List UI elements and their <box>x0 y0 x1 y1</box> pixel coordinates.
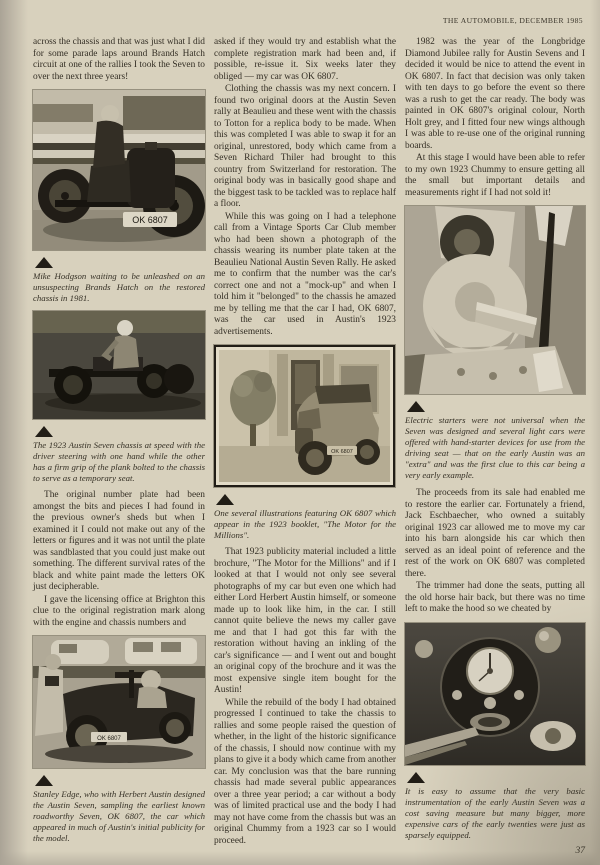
caption-triangle-icon <box>35 426 53 437</box>
number-plate-text: OK 6807 <box>97 736 121 742</box>
body-paragraph: While this was going on I had a telephone call from a Vintage Sports Car Club member who had been shown a photograph of the chassis wearing its number plate taken at the Beaulieu National Austin Seven Rally. He asked me to confirm that the number was the car's correct one and not a "mock-up" and when I told him it "belonged" to the chassis he amazed me by telling me that the car I had, OK 6807, was the car used in Austin's 1923 advertisements. <box>214 211 396 337</box>
caption-triangle-icon <box>35 775 53 786</box>
body-paragraph: While the rebuild of the body I had obtained progressed I continued to take the chassis to rallies and some people raised the question of whether, in the light of the historic significance of the chassis, I should now continue with my plans to give it a body which came from another car. My conclusion was that the bare running chassis had made several public appearances over a three year period; a car without a body was of limited practical use and the body I had may not have come from the chassis but was an original Chummy from a 1923 car so I would proceed. <box>214 697 396 846</box>
body-paragraph: I gave the licensing office at Brighton this clue to the original registration mark along with the engine and chassis numbers and <box>33 594 205 628</box>
body-paragraph: At this stage I would have been able to refer to my own 1923 Chummy to ensure getting all the small but important details and measurements right if I had not sold it! <box>405 153 585 198</box>
body-paragraph: Clothing the chassis was my next concern. I found two original doors at the Austin Seven rally at Beaulieu and these went with the chassis to Totton for a replica body to be made. When this was completed I was able to swap it for an original, unrestored, body which came from a Seven Richard Thiler had brought to this country from Switzerland for restoration. The original body was in basically good shape and the biggest task to be tackled was to replace half a floor. <box>214 84 396 209</box>
caption-triangle-icon <box>407 401 425 412</box>
photo-booklet-illustration <box>214 345 395 487</box>
photo-caption: The 1923 Austin Seven chassis at speed with the driver steering with one hand while the other has a firm grip of the plank bolted to the chassis to serve as a temporary seat. <box>33 440 205 483</box>
column-middle <box>214 37 396 847</box>
photo-brands-hatch-chassis <box>33 90 205 250</box>
caption-triangle-icon <box>407 772 425 783</box>
body-paragraph: across the chassis and that was just what I did for some parade laps around Brands Hatch circuit at one of the rallies I took the Seven to over the next three years! <box>33 37 205 82</box>
photo-caption: Electric starters were not universal when the Seven was designed and several light cars were offered with hand-starter devices for use from the driving seat — that on the early Austin was an "extra" and was the first clue to this car being a very early example. <box>405 415 585 480</box>
body-paragraph: asked if they would try and establish what the complete registration mark had been and, if possible, re-issue it. Six weeks later they obliged — my car was OK 6807. <box>214 37 396 82</box>
number-plate-text: OK 6807 <box>331 449 353 455</box>
number-plate-text: OK 6807 <box>132 215 168 225</box>
photo-caption: It is easy to assume that the very basic instrumentation of the early Austin Seven was a cost saving measure but many bigger, more expensive cars of the early twenties were just as sparsely equipped. <box>405 785 585 840</box>
caption-triangle-icon <box>35 257 53 268</box>
photo-caption: Stanley Edge, who with Herbert Austin designed the Austin Seven, sampling the earliest known roadworthy Seven, OK 6807, the car which appeared in much of Austin's initial publicity for the model. <box>33 789 205 843</box>
column-right <box>405 37 585 847</box>
body-paragraph: The original number plate had been amongst the bits and pieces I had found in the previous owner's sheds but when I examined it I could not make out any of the letters or figures and it was not until the plate was sandblasted that you could just make out something. The different survival rates of the black and white paint made the letters OK just decipherable. <box>33 490 205 592</box>
columns <box>33 37 585 847</box>
caption-triangle-icon <box>216 494 234 505</box>
photo-stanley-edge-car <box>33 636 205 768</box>
column-left <box>33 37 205 847</box>
body-paragraph: 1982 was the year of the Longbridge Diamond Jubilee rally for Austin Sevens and I decided it would be nice to attend the event in OK 6807. In fact that decision was only taken with ten days to go before the event so there was a rush to get the car ready. The body was painted in OK 6807's original colour, North Holt grey, and I fitted four new wings although I was able to re-use one of the original running boards. <box>405 37 585 151</box>
body-paragraph: That 1923 publicity material included a little brochure, "The Motor for the Millions" and if I looked at that I would not only see several photographs of my car but even one which had either Lord Herbert Austin himself, or someone made up to look like him, in the car. I still cannot quite believe the news my caller gave me and that I had got this far with the restoration without having an inkling of the car's significance — and I went out and bought an original copy of the brochure and it was the most expensive single item bought for the Austin! <box>214 547 396 695</box>
photo-caption: Mike Hodgson waiting to be unleashed on an unsuspecting Brands Hatch on the restored chassis in 1981. <box>33 271 205 303</box>
page-header: THE AUTOMOBILE, DECEMBER 1985 <box>442 16 583 25</box>
page-number: 37 <box>575 846 585 856</box>
photo-caption: One several illustrations featuring OK 6807 which appear in the 1923 booklet, "The Motor for the Millions". <box>214 508 396 540</box>
photo-hand-starter-device <box>405 206 585 394</box>
photo-dashboard-instruments <box>405 623 585 765</box>
photo-chassis-at-speed <box>33 311 205 419</box>
body-paragraph: The proceeds from its sale had enabled me to restore the earlier car. Fortunately a friend, Jack Eschbaecher, who owned a suitably original 1923 car allowed me to move my car into his barn alongside his car which then served as an ideal point of reference and the rest of the work on OK 6807 was completed there. <box>405 488 585 579</box>
body-paragraph: The trimmer had done the seats, putting all the old horse hair back, but there was no time left to make the hood so we cheated by <box>405 581 585 614</box>
